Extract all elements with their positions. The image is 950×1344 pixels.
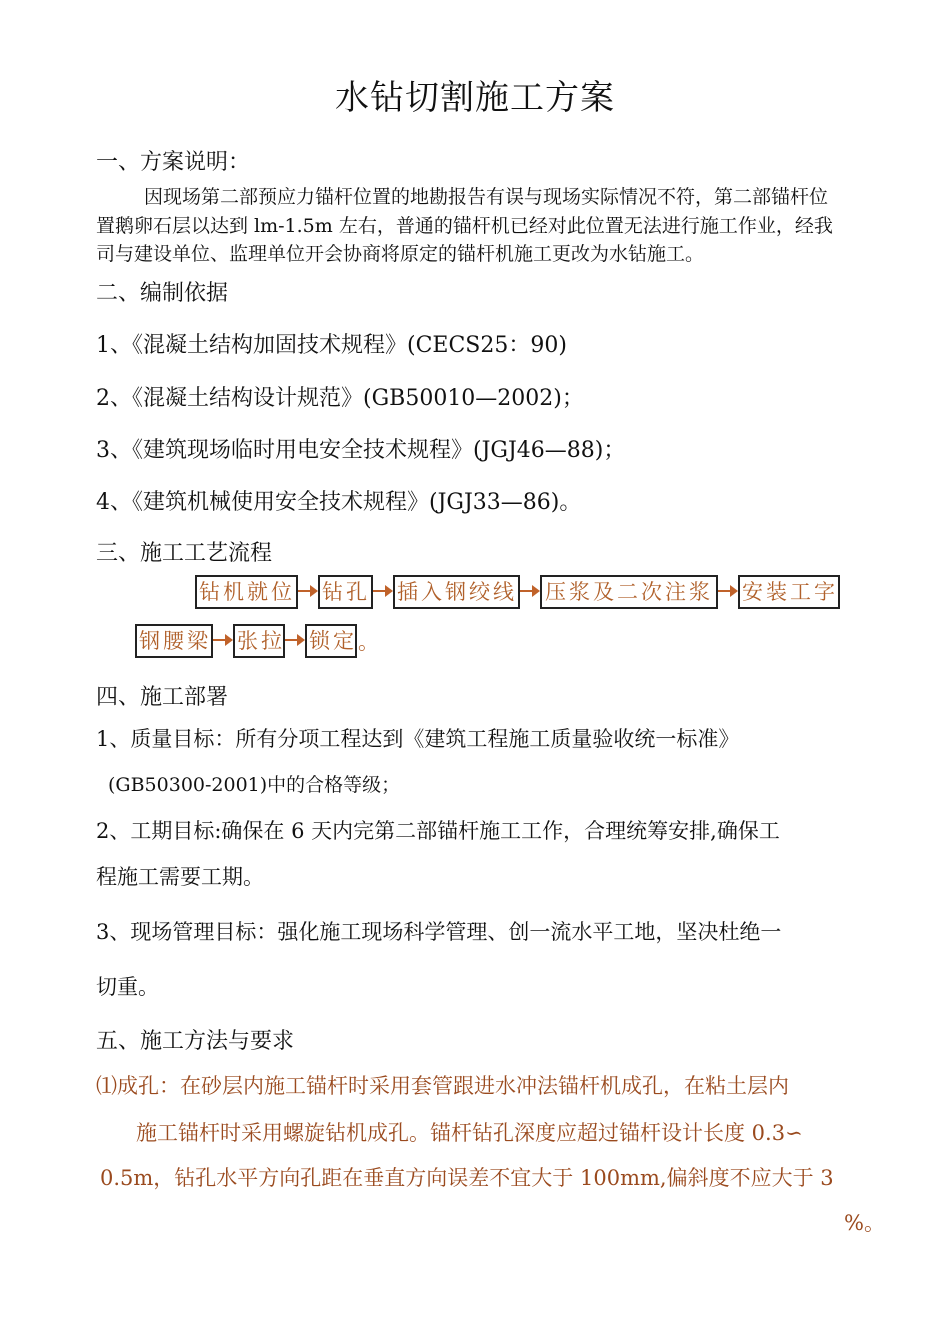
- section-heading-2: 二、编制依据: [96, 281, 229, 306]
- document-title: 水钻切割施工方案: [335, 78, 615, 118]
- arrow-right-icon: [285, 639, 303, 641]
- process-flow-row-2: [0, 624, 950, 660]
- paragraph-line: 置鹅卵石层以达到 lm-1.5m 左右，普通的锚杆机已经对此位置无法进行施工作业，经我: [96, 215, 833, 237]
- paragraph-line: ⑴成孔：在砂层内施工锚杆时采用套管跟进水冲法锚杆机成孔，在粘土层内: [96, 1074, 789, 1098]
- paragraph-line: 施工锚杆时采用螺旋钻机成孔。锚杆钻孔深度应超过锚杆设计长度 0.3∽: [136, 1121, 803, 1145]
- flow-end-mark: 。: [358, 630, 379, 654]
- flow-step: 插入钢绞线: [393, 575, 520, 609]
- flow-step: 安装工字: [738, 575, 840, 609]
- paragraph-line: (GB50300-2001)中的合格等级；: [108, 774, 401, 796]
- paragraph-line: 程施工需要工期。: [96, 865, 264, 889]
- paragraph-line: 3、现场管理目标：强化施工现场科学管理、创一流水平工地，坚决杜绝一: [96, 920, 782, 944]
- reference-item: 3、《建筑现场临时用电安全技术规程》(JGJ46—88)；: [96, 438, 626, 463]
- arrow-right-icon: [213, 639, 231, 641]
- paragraph-line: 2、工期目标:确保在 6 天内完第二部锚杆施工工作，合理统筹安排,确保工: [96, 819, 780, 843]
- section-heading-1: 一、方案说明：: [96, 150, 251, 175]
- reference-item: 4、《建筑机械使用安全技术规程》(JGJ33—86)。: [96, 490, 582, 515]
- reference-item: 2、《混凝土结构设计规范》(GB50010—2002)；: [96, 386, 584, 411]
- arrow-right-icon: [520, 590, 538, 592]
- paragraph-line: 司与建设单位、监理单位开会协商将原定的锚杆机施工更改为水钻施工。: [96, 243, 705, 265]
- section-heading-3: 三、施工工艺流程: [96, 541, 273, 566]
- flow-step: 钻孔: [318, 575, 373, 609]
- flow-step: 钢腰梁: [135, 624, 213, 658]
- paragraph-line: %。: [844, 1211, 885, 1235]
- paragraph-line: 因现场第二部预应力锚杆位置的地勘报告有误与现场实际情况不符，第二部锚杆位: [144, 186, 829, 208]
- flow-step: 钻机就位: [195, 575, 298, 609]
- section-heading-5: 五、施工方法与要求: [96, 1029, 295, 1054]
- arrow-right-icon: [373, 590, 391, 592]
- flow-step: 锁定: [305, 624, 357, 658]
- section-heading-4: 四、施工部署: [96, 685, 229, 710]
- arrow-right-icon: [718, 590, 736, 592]
- flow-step: 压浆及二次注浆: [540, 575, 718, 609]
- reference-item: 1、《混凝土结构加固技术规程》(CECS25：90): [96, 333, 567, 358]
- flow-step: 张拉: [233, 624, 285, 658]
- paragraph-line: 1、质量目标：所有分项工程达到《建筑工程施工质量验收统一标准》: [96, 727, 740, 751]
- process-flow-row-1: [0, 575, 950, 611]
- paragraph-line: 切重。: [96, 975, 159, 999]
- paragraph-line: 0.5m，钻孔水平方向孔距在垂直方向误差不宜大于 100mm,偏斜度不应大于 3: [100, 1166, 834, 1190]
- arrow-right-icon: [298, 590, 316, 592]
